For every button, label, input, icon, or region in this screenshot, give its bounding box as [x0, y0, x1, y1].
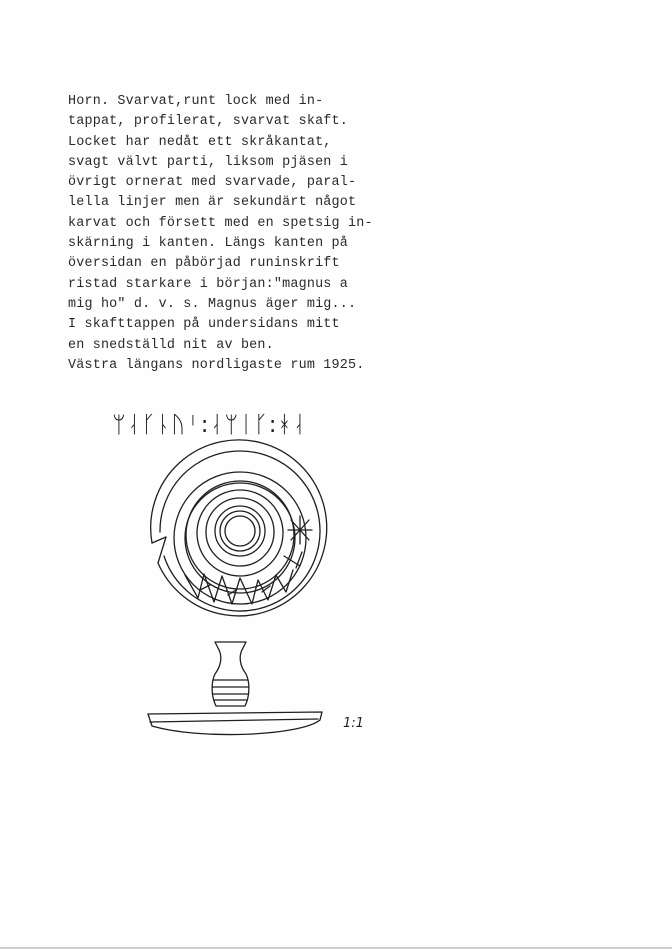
- description-line: Locket har nedåt ett skråkantat,: [68, 134, 332, 150]
- description-line: översidan en påbörjad runinskrift: [68, 256, 340, 272]
- description-line: svagt välvt parti, liksom pjäsen i: [68, 154, 349, 170]
- lid-profile: [148, 712, 322, 735]
- description-line: Horn. Svarvat,runt lock med in-: [68, 94, 324, 109]
- lid-inner-rim: [160, 451, 320, 611]
- center-ring: [186, 481, 294, 589]
- description-line: skärning i kanten. Längs kanten på: [68, 236, 349, 252]
- star-ornament: [288, 516, 312, 544]
- description-line: tappat, profilerat, svarvat skaft.: [68, 114, 349, 130]
- description-line: karvat och försett med en spetsig in-: [68, 215, 373, 231]
- description-line: lella linjer men är sekundärt något: [68, 195, 357, 211]
- carved-pattern: [185, 570, 293, 604]
- description-line: övrigt ornerat med svarvade, paral-: [68, 175, 357, 191]
- description-line: I skafttappen på undersidans mitt: [68, 317, 340, 333]
- shaft: [212, 642, 249, 706]
- scale-note: 1:1: [343, 716, 364, 731]
- description-line: ristad starkare i början:"magnus a: [68, 276, 349, 292]
- description-line: Västra längans nordligaste rum 1925.: [68, 357, 365, 373]
- description-line: mig ho" d. v. s. Magnus äger mig...: [68, 296, 357, 312]
- description-line: en snedställd nit av ben.: [68, 337, 274, 353]
- lid-profile-drawing: [148, 642, 322, 735]
- rune-inscription: ᛘᛆᚴᚿᚢᛌ:ᛆᛘᛁᚴ:ᚼᛆ: [112, 412, 308, 438]
- ornament-band-outer: [174, 472, 306, 604]
